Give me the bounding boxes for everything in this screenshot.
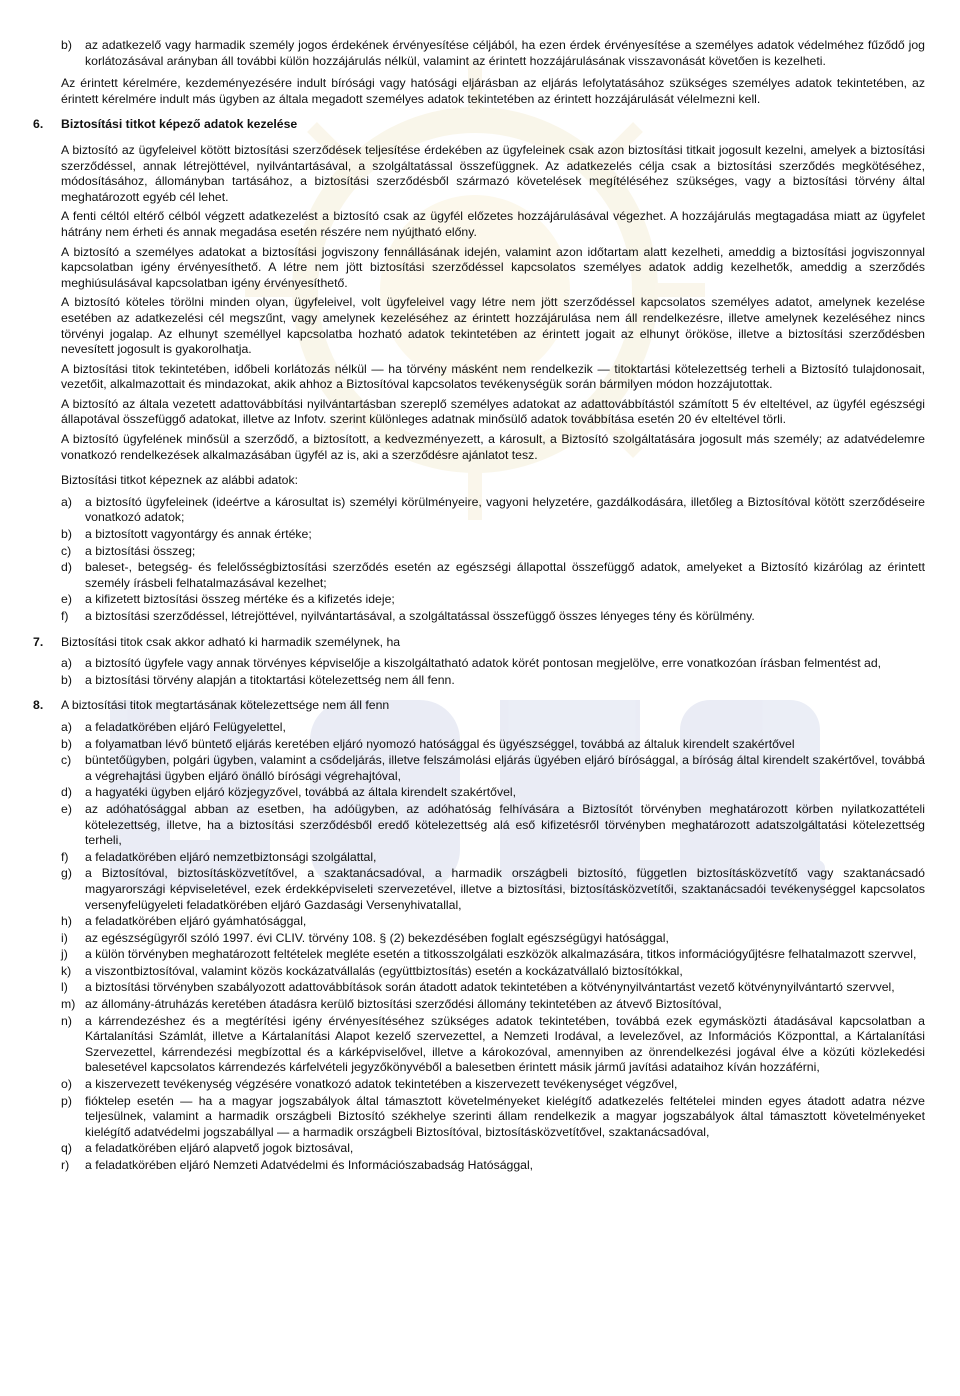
clause-b-text: az adatkezelő vagy harmadik személy jogos érdekének érvényesítése céljából, ha ezen érdek érvényesítése a személyes adatok védelméhez fűződő jog korlátozásával arányban áll további külön hozzájárulás nélkül, valamint az érintett hozzájárulásának visszavonását követően is kezelheti.: [85, 38, 925, 68]
paragraph: Az érintett kérelmére, kezdeményezésére indult bírósági vagy hatósági eljárásban az eljárás lefolytatásához szükséges személyes adatok tekintetében, az érintett kérelmére indult más ügyben az általa megadott személyes adatok tekintetében az érintett hozzájárulását vélelmezni kell.: [61, 76, 925, 106]
list-item: [61, 495, 925, 526]
section-7: [33, 634, 925, 651]
list-item: [61, 980, 925, 996]
section-6: [33, 117, 925, 133]
list-item: [61, 1094, 925, 1141]
section-number: 8.: [33, 698, 44, 713]
list-marker: f): [61, 609, 69, 623]
list-item: [61, 527, 925, 543]
list-item-text: a biztosító ügyfele vagy annak törvényes képviselője a kiszolgáltatható adatok körét pontosan megjelölve, erre vonatkozóan írásban felmentést ad,: [85, 656, 882, 671]
section-8-list: [61, 720, 925, 1174]
list-intro: Biztosítási titkot képeznek az alábbi adatok:: [61, 473, 298, 488]
list-marker: b): [61, 38, 72, 52]
list-item-text: a külön törvényben meghatározott feltételek megléte esetén a titkosszolgálati eszközök alkalmazására, titkos információgyűjtésre felhatalmazott szervvel,: [85, 947, 917, 962]
list-marker: l): [61, 980, 68, 995]
list-item-text: a feladatkörében eljáró gyámhatósággal,: [85, 914, 307, 929]
list-marker: b): [61, 672, 72, 687]
paragraph: A biztosító ügyfelének minősül a szerződő, a biztosított, a kedvezményezett, a károsult, a Biztosító szolgáltatására jogosult más személy; az adatvédelemre vonatkozó rendelkezések alkalmazásában ügyfél az is, aki a szerződésre ajánlatot tesz.: [61, 432, 925, 462]
list-item: [61, 850, 925, 866]
list-marker: b): [61, 736, 72, 751]
list-marker: m): [61, 997, 76, 1012]
list-item: [61, 866, 925, 913]
list-marker: a): [61, 719, 72, 734]
list-item-text: baleset-, betegség- és felelősségbiztosítási szerződés esetén az egészségi állapottal összefüggő adatok, amelyeket a Biztosító kizárólag az érintett személy írásbeli felhatalmazásával kezelhet;: [85, 560, 925, 590]
list-item: [61, 673, 925, 689]
list-item-text: a feladatkörében eljáró Felügyelettel,: [85, 719, 286, 734]
list-marker: e): [61, 801, 72, 816]
list-marker: o): [61, 1077, 72, 1092]
list-marker: h): [61, 914, 72, 929]
list-marker: a): [61, 656, 72, 671]
list-item: [61, 1158, 925, 1174]
section-title: A biztosítási titok megtartásának kötelezettsége nem áll fenn: [61, 698, 390, 713]
list-item-text: az egészségügyről szóló 1997. évi CLIV. törvény 108. § (2) bekezdésében foglalt egészségügyi hatósággal,: [85, 930, 669, 945]
list-item: [61, 802, 925, 849]
list-item: [61, 947, 925, 963]
list-item: [61, 964, 925, 980]
list-item-text: a kiszervezett tevékenység végzésére vonatkozó adatok tekintetében a kiszervezett tevékenységet végzővel,: [85, 1077, 678, 1092]
list-item: [61, 1014, 925, 1076]
paragraph: A biztosító az általa vezetett adattovábbítási nyilvántartásban szereplő személyes adatokat az adattovábbítástól számított 5 év elteltével, az ügyfél egészségi állapotával összefüggő adatokat, illetve az Infotv. szerint különleges adatnak minősülő adatok továbbítása esetén 20 év elteltével törli.: [61, 396, 925, 427]
list-item-text: a feladatkörében eljáró nemzetbiztonsági szolgálattal,: [85, 849, 377, 864]
section-number: 7.: [33, 634, 44, 649]
list-item: [61, 1077, 925, 1093]
list-item-text: a Biztosítóval, biztosításközvetítővel, a szaktanácsadóval, a harmadik országbeli biztosító, független biztosításközvetítő vagy szaktanácsadó magyarországi képviseletével, ezek érdekképviseleti szervezetével, illetve a biztosítási, biztosításközvetítői, szaktanácsadói tevékenységgel kapcsolatos versenyfelügyeleti feladatkörében eljáró Gazdasági Versenyhivatallal,: [85, 866, 925, 912]
list-marker: b): [61, 527, 72, 542]
list-marker: q): [61, 1141, 72, 1156]
list-item-text: a feladatkörében eljáró Nemzeti Adatvédelmi és Információszabadság Hatósággal,: [85, 1158, 534, 1172]
list-item: [61, 1141, 925, 1157]
paragraph: A fenti céltól eltérő célból végzett adatkezelést a biztosító csak az ügyfél előzetes hozzájárulásával végezhet. A hozzájárulás megtagadása miatt az ügyfelet hátrány nem érheti és annak megadása esetén részére nem nyújtható előny.: [61, 209, 925, 239]
list-marker: c): [61, 543, 72, 558]
list-item-text: a biztosított vagyontárgy és annak értéke;: [85, 527, 312, 542]
list-item: [61, 931, 925, 947]
list-item: [61, 544, 925, 560]
section-number: 6.: [33, 117, 44, 132]
list-marker: r): [61, 1158, 70, 1172]
list-marker: a): [61, 494, 72, 509]
clause-b: [61, 38, 925, 69]
list-marker: j): [61, 947, 68, 962]
list-item-text: a biztosítási szerződéssel, létrejöttével, nyilvántartásával, a szolgáltatással összefüggő összes lényeges tény és körülmény.: [85, 609, 755, 623]
list-item-text: az állomány-átruházás keretében átadásra kerülő biztosítási szerződési állomány tekintetében az átvevő Biztosítóval,: [85, 997, 722, 1012]
list-item-text: a kifizetett biztosítási összeg mértéke és a kifizetés ideje;: [85, 592, 395, 607]
list-marker: d): [61, 785, 72, 800]
list-item: [61, 997, 925, 1013]
list-item: [61, 720, 925, 736]
paragraph: A biztosítási titok tekintetében, időbeli korlátozás nélkül — ha törvény másként nem rendelkezik — titoktartási kötelezettség terheli a Biztosító tulajdonosait, vezetőit, alkalmazottait és mindazokat, akik ahhoz a Biztosítóval kapcsolatos tevékenységük során bármilyen módon hozzájutottak.: [61, 361, 925, 392]
list-item-text: a viszontbiztosítóval, valamint közös kockázatvállalás (együttbiztosítás) esetén a kockázatvállaló biztosítókkal,: [85, 963, 683, 978]
list-marker: c): [61, 753, 72, 768]
paragraph: A biztosító az ügyfeleivel kötött biztosítási szerződések teljesítése érdekében az ügyfeleinek csak azon biztosítási titkait jogosult kezelni, amelyek a biztosítási szerződéssel, annak létrejöttével, nyilvántartásával, a szolgáltatással összefüggnek. Az adatkezelés célja csak a biztosítási szerződés megkötéséhez, módosításához, állományban tartásához, a biztosítási szerződésből származó követelések megítéléséhez szükséges, vagy a biztosítási törvény által meghatározott egyéb cél lehet.: [61, 142, 925, 204]
list-item-text: a kárrendezéshez és a megtérítési igény érvényesítéséhez szükséges adatok tekintetében, továbbá ezek egymásközti átadásával kapcsolatban a Kártalanítási Számlát, illetve a Kártalanítási Alapot kezelő szervezettel, a Nemzeti Irodával, a levelezővel, az Információs Központtal, a Kártalanítási Szervezettel, kárrendezési megbízottal és a kárképviselővel, illetve a károkozóval, amennyiben az önrendelkezési jogával élve a közúti közlekedési balesetével kapcsolatos kárrendezés kárfelvételi jegyzőkönyvéből a balesetben érintett másik jármű javítási adataihoz kíván hozzáférni,: [85, 1013, 925, 1075]
list-item-text: a biztosító ügyfeleinek (ideértve a károsultat is) személyi körülményeire, vagyoni helyzetére, gazdálkodására, illetőleg a Biztosítóval kötött szerződéseire vonatkozó adatok;: [85, 494, 925, 525]
list-item: [61, 785, 925, 801]
list-item: [61, 737, 925, 753]
paragraph: A biztosító köteles törölni minden olyan, ügyfeleivel, volt ügyfeleivel vagy létre nem jött szerződéssel kapcsolatos személyes adatot, amelynek kezelése esetében az adatkezelési cél megszűnt, vagy amelynek kezeléséhez az érintett hozzájárulása nem áll rendelkezésre, illetve amelynek kezeléséhez nincs törvényi jogalap. Az elhunyt személlyel kapcsolatba hozható adatok tekintetében az érintett jogait az elhunyt örököse, illetve a biztosítási szerződésben nevesített jogosult is gyakorolhatja.: [61, 295, 925, 357]
paragraph: A biztosító a személyes adatokat a biztosítási jogviszony fennállásának idején, valamint azon időtartam alatt kezelheti, ameddig a biztosítási jogviszonnyal kapcsolatban igény érvényesíthető. A létre nem jött biztosítási szerződéssel kapcsolatos személyes adatok addig kezelhetők, ameddig a szerződés meghiúsulásával kapcsolatban igény érvényesíthető.: [61, 244, 925, 290]
list-marker: g): [61, 866, 72, 881]
list-marker: f): [61, 849, 69, 864]
list-item-text: a folyamatban lévő büntető eljárás keretében eljáró nyomozó hatósággal és ügyészséggel, továbbá az általuk kirendelt szakértővel: [85, 736, 795, 751]
list-marker: e): [61, 592, 72, 607]
list-item-text: fióktelep esetén — ha a magyar jogszabályok által támasztott követelményeket kielégítő adatkezelés feltételei minden egyes átadott adatra nézve teljesülnek, valamint a harmadik országbeli Biztosító székhelye szerinti állam rendelkezik a magyar jogszabályok által támasztott követelményeket kielégítő adatvédelmi jogszabállyal — a harmadik országbeli Biztosítóval, biztosításközvetítővel, szaktanácsadóval,: [85, 1093, 925, 1139]
section-7-list: [61, 656, 925, 688]
document-page: [33, 38, 925, 1175]
list-marker: d): [61, 560, 72, 575]
list-item: [61, 560, 925, 591]
list-item: [61, 609, 925, 625]
section-8: [33, 698, 925, 714]
list-marker: n): [61, 1013, 72, 1028]
list-item: [61, 656, 925, 672]
section-title: Biztosítási titkot képező adatok kezelése: [61, 117, 298, 132]
list-item-text: a biztosítási összeg;: [85, 543, 196, 558]
list-item-text: a biztosítási törvény alapján a titoktartási kötelezettség nem áll fenn.: [85, 672, 455, 687]
list-marker: i): [61, 930, 68, 945]
list-item-text: a biztosítási törvényben szabályozott adattovábbítások során átadott adatok tekintetében a kötvénynyilvántartást vezető kötvénynyilvántartó szervvel,: [85, 980, 895, 995]
list-marker: p): [61, 1093, 72, 1108]
list-item-text: a hagyatéki ügyben eljáró közjegyzővel, továbbá az általa kirendelt szakértővel,: [85, 785, 517, 800]
list-item-text: büntetőügyben, polgári ügyben, valamint a csődeljárás, illetve felszámolási eljárás ügyében eljáró bírósággal, a bíróság által kirendelt szakértővel, továbbá a végrehajtási ügyben eljáró önálló bírósági végrehajtóval,: [85, 753, 925, 783]
section-title: Biztosítási titok csak akkor adható ki harmadik személynek, ha: [61, 634, 401, 649]
list-item-text: az adóhatósággal abban az esetben, ha adóügyben, az adóhatóság felhívására a Biztosítót törvényben meghatározott körben nyilatkozattételi kötelezettség, illetve, ha a biztosítási szerződésből eredő kötelezettség alá eső kifizetésről törvényben meghatározott adatszolgáltatási kötelezettség terheli,: [85, 801, 925, 848]
list-item-text: a feladatkörében eljáró alapvető jogok biztosával,: [85, 1141, 354, 1156]
list-item: [61, 592, 925, 608]
list-item: [61, 914, 925, 930]
list-item: [61, 753, 925, 784]
list-marker: k): [61, 963, 72, 978]
section-6-list: [61, 495, 925, 625]
